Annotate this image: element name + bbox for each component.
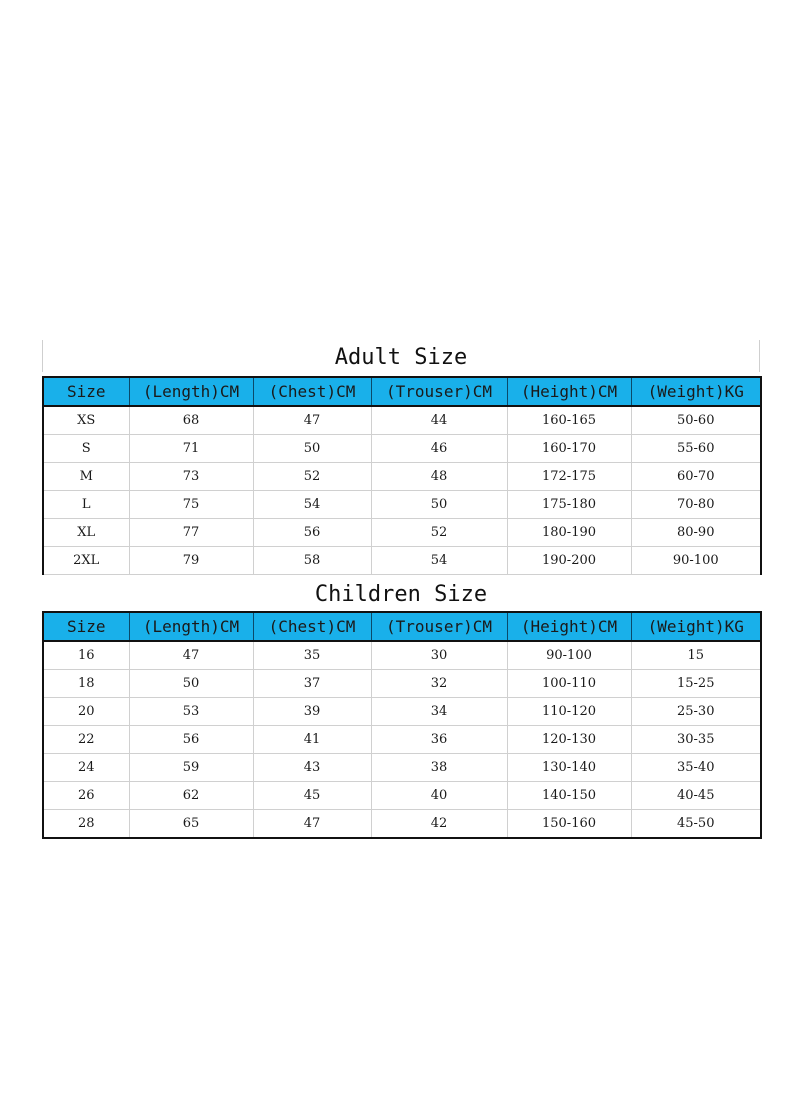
cell-chest: 35 [253, 641, 371, 670]
adult-size-table [42, 376, 762, 575]
cell-chest: 54 [253, 491, 371, 519]
cell-chest: 39 [253, 698, 371, 726]
cell-size: L [43, 491, 129, 519]
header-length: (Length)CM [129, 612, 253, 641]
cell-chest: 41 [253, 726, 371, 754]
cell-weight: 15 [631, 641, 761, 670]
cell-trouser: 54 [371, 547, 507, 575]
cell-length: 56 [129, 726, 253, 754]
cell-height: 140-150 [507, 782, 631, 810]
cell-height: 172-175 [507, 463, 631, 491]
table-row [43, 491, 761, 519]
cell-chest: 56 [253, 519, 371, 547]
header-height: (Height)CM [507, 612, 631, 641]
cell-length: 73 [129, 463, 253, 491]
sheet-right-edge [759, 340, 760, 372]
cell-size: XS [43, 406, 129, 435]
cell-size: 22 [43, 726, 129, 754]
size-chart [42, 340, 760, 839]
header-chest: (Chest)CM [253, 612, 371, 641]
cell-weight: 40-45 [631, 782, 761, 810]
cell-size: 24 [43, 754, 129, 782]
cell-length: 62 [129, 782, 253, 810]
table-row [43, 547, 761, 575]
children-header-row [43, 612, 761, 641]
cell-height: 110-120 [507, 698, 631, 726]
cell-trouser: 32 [371, 670, 507, 698]
cell-height: 160-170 [507, 435, 631, 463]
header-size: Size [43, 612, 129, 641]
header-weight: (Weight)KG [631, 612, 761, 641]
table-row [43, 754, 761, 782]
adult-header-row [43, 377, 761, 406]
cell-trouser: 38 [371, 754, 507, 782]
cell-weight: 60-70 [631, 463, 761, 491]
children-size-table [42, 611, 762, 839]
cell-height: 130-140 [507, 754, 631, 782]
table-row [43, 641, 761, 670]
table-row [43, 435, 761, 463]
cell-chest: 47 [253, 810, 371, 839]
cell-weight: 90-100 [631, 547, 761, 575]
header-length: (Length)CM [129, 377, 253, 406]
cell-size: 2XL [43, 547, 129, 575]
cell-size: 28 [43, 810, 129, 839]
header-trouser: (Trouser)CM [371, 612, 507, 641]
cell-chest: 37 [253, 670, 371, 698]
cell-weight: 25-30 [631, 698, 761, 726]
cell-chest: 52 [253, 463, 371, 491]
header-height: (Height)CM [507, 377, 631, 406]
cell-trouser: 42 [371, 810, 507, 839]
children-size-title: Children Size [314, 582, 488, 607]
cell-size: S [43, 435, 129, 463]
cell-trouser: 30 [371, 641, 507, 670]
cell-height: 175-180 [507, 491, 631, 519]
cell-length: 53 [129, 698, 253, 726]
table-row [43, 810, 761, 839]
adult-size-title: Adult Size [334, 345, 468, 370]
sheet-left-edge [42, 340, 43, 372]
cell-height: 90-100 [507, 641, 631, 670]
cell-length: 47 [129, 641, 253, 670]
cell-trouser: 48 [371, 463, 507, 491]
cell-trouser: 50 [371, 491, 507, 519]
header-size: Size [43, 377, 129, 406]
cell-length: 68 [129, 406, 253, 435]
cell-size: 16 [43, 641, 129, 670]
cell-length: 77 [129, 519, 253, 547]
cell-trouser: 52 [371, 519, 507, 547]
cell-height: 180-190 [507, 519, 631, 547]
cell-height: 190-200 [507, 547, 631, 575]
cell-weight: 45-50 [631, 810, 761, 839]
cell-length: 50 [129, 670, 253, 698]
cell-length: 65 [129, 810, 253, 839]
cell-trouser: 34 [371, 698, 507, 726]
cell-size: XL [43, 519, 129, 547]
cell-height: 150-160 [507, 810, 631, 839]
table-row [43, 726, 761, 754]
cell-height: 100-110 [507, 670, 631, 698]
header-trouser: (Trouser)CM [371, 377, 507, 406]
table-row [43, 463, 761, 491]
cell-size: M [43, 463, 129, 491]
cell-trouser: 46 [371, 435, 507, 463]
cell-size: 20 [43, 698, 129, 726]
cell-weight: 70-80 [631, 491, 761, 519]
cell-weight: 80-90 [631, 519, 761, 547]
cell-weight: 55-60 [631, 435, 761, 463]
cell-weight: 50-60 [631, 406, 761, 435]
cell-chest: 58 [253, 547, 371, 575]
cell-length: 75 [129, 491, 253, 519]
table-row [43, 782, 761, 810]
table-row [43, 406, 761, 435]
cell-height: 160-165 [507, 406, 631, 435]
header-weight: (Weight)KG [631, 377, 761, 406]
cell-weight: 30-35 [631, 726, 761, 754]
cell-length: 71 [129, 435, 253, 463]
cell-weight: 15-25 [631, 670, 761, 698]
cell-trouser: 40 [371, 782, 507, 810]
cell-length: 59 [129, 754, 253, 782]
table-row [43, 519, 761, 547]
cell-weight: 35-40 [631, 754, 761, 782]
cell-chest: 43 [253, 754, 371, 782]
table-row [43, 670, 761, 698]
cell-chest: 50 [253, 435, 371, 463]
cell-length: 79 [129, 547, 253, 575]
header-chest: (Chest)CM [253, 377, 371, 406]
cell-chest: 47 [253, 406, 371, 435]
cell-size: 26 [43, 782, 129, 810]
table-row [43, 698, 761, 726]
cell-chest: 45 [253, 782, 371, 810]
cell-trouser: 44 [371, 406, 507, 435]
cell-trouser: 36 [371, 726, 507, 754]
cell-size: 18 [43, 670, 129, 698]
cell-height: 120-130 [507, 726, 631, 754]
